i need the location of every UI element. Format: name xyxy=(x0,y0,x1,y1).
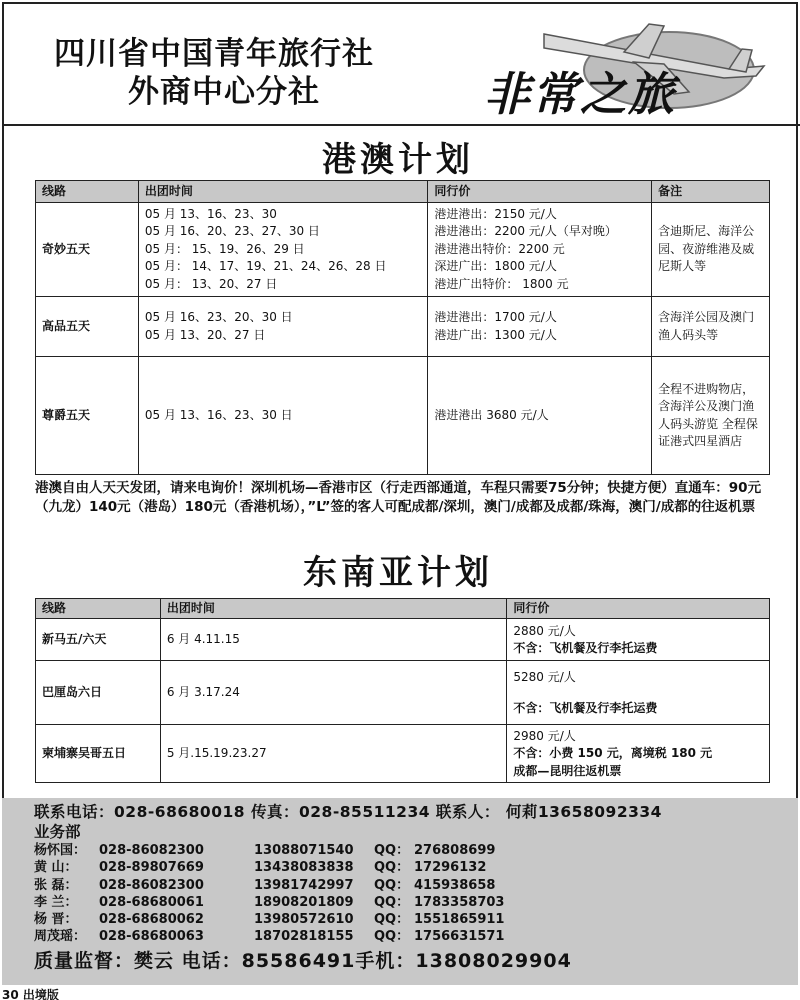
contact-person xyxy=(34,894,798,911)
price-cell xyxy=(507,661,770,725)
table-row xyxy=(36,203,770,297)
route-cell: 巴厘岛六日 xyxy=(36,661,161,725)
person-tel: 028-68680063 xyxy=(99,929,204,945)
price-line: 港进港出特价：2200 元 xyxy=(434,241,565,256)
person-mobile: 13438083838 xyxy=(254,860,354,876)
person-mobile: 13980572610 xyxy=(254,912,354,928)
price-line: 港进广出：1300 元/人 xyxy=(434,327,557,342)
person-qq: 17296132 xyxy=(414,860,487,876)
contact-panel xyxy=(2,798,798,985)
qq-label: QQ： xyxy=(374,877,410,893)
price-cell xyxy=(428,203,652,297)
slogan: 非常之旅 xyxy=(484,67,676,121)
page-footer-label: 30 出境版 xyxy=(2,988,59,1000)
person-qq: 1756631571 xyxy=(414,929,505,945)
qq-label: QQ： xyxy=(374,843,410,858)
col-header-price: 同行价 xyxy=(507,599,770,619)
col-header-route: 线路 xyxy=(36,599,161,619)
qq-label: QQ： xyxy=(374,912,410,928)
route-cell: 尊爵五天 xyxy=(36,357,139,475)
person-name: 杨 晋： xyxy=(34,912,78,928)
price-line: 港进港出：2200 元/人（早对晚） xyxy=(434,224,617,239)
qq-label: QQ： xyxy=(374,929,410,945)
person-qq: 276808699 xyxy=(414,843,496,858)
table-row xyxy=(36,297,770,357)
person-tel: 028-86082300 xyxy=(99,843,204,858)
date-line: 05 月 13、16、23、30 xyxy=(144,207,277,222)
table-header-row xyxy=(36,599,770,619)
hk-macau-notice: 港澳自由人天天发团，请来电询价！深圳机场—香港市区（行走西部通道，车程只需要75分钟；快捷方便）直通车：90元（九龙）140元（港岛）180元（香港机场），”L”签的客人可配成都/深圳，澳门/成都及成都/珠海，澳门/成都的往返机票 xyxy=(35,480,762,515)
price-line: 2980 元/人 xyxy=(513,728,576,743)
southeast-asia-title: 东南亚计划 xyxy=(303,553,493,593)
qq-label: QQ： xyxy=(374,894,410,910)
col-header-route: 线路 xyxy=(36,181,139,203)
contact-person xyxy=(34,928,798,945)
person-name: 杨怀国： xyxy=(34,843,87,858)
person-mobile: 18702818155 xyxy=(254,929,354,945)
table-row xyxy=(36,725,770,783)
person-qq: 415938658 xyxy=(414,877,496,893)
person-tel: 028-89807669 xyxy=(99,860,204,876)
contact-person xyxy=(34,859,798,876)
person-tel: 028-68680062 xyxy=(99,912,204,928)
person-qq: 1551865911 xyxy=(414,912,505,928)
contact-person xyxy=(34,877,798,894)
person-tel: 028-86082300 xyxy=(99,877,204,893)
person-qq: 1783358703 xyxy=(414,894,505,910)
dept-label: 业务部 xyxy=(34,823,81,841)
person-mobile: 18908201809 xyxy=(254,894,354,910)
price-cell xyxy=(507,619,770,661)
dates-cell: 5 月.15.19.23.27 xyxy=(160,725,507,783)
price-line: 不含：飞机餐及行李托运费 xyxy=(513,700,658,715)
person-tel: 028-68680061 xyxy=(99,894,204,910)
person-name: 黄 山： xyxy=(34,860,78,876)
contact-person xyxy=(34,911,798,928)
table-row xyxy=(36,661,770,725)
contact-main-line: 联系电话：028-68680018 传真：028-85511234 联系人： 何莉13658092334 xyxy=(34,803,662,821)
date-line: 05 月： 13、20、27 日 xyxy=(144,276,278,291)
price-line: 港进港出：2150 元/人 xyxy=(434,207,557,222)
southeast-asia-table xyxy=(35,598,770,783)
price-line: 深进广出：1800 元/人 xyxy=(434,259,557,274)
price-line: 成都—昆明往返机票 xyxy=(513,763,622,778)
price-line: 2880 元/人 xyxy=(513,623,576,638)
route-cell: 新马五/六天 xyxy=(36,619,161,661)
company-name-line2: 外商中心分社 xyxy=(128,74,320,110)
route-cell: 高品五天 xyxy=(36,297,139,357)
company-name-line1: 四川省中国青年旅行社 xyxy=(54,36,374,72)
dates-cell: 6 月 3.17.24 xyxy=(160,661,507,725)
notes-cell: 含海洋公园及澳门渔人码头等 xyxy=(652,297,770,357)
price-cell xyxy=(428,297,652,357)
quality-supervision-line: 质量监督：樊云 电话：85586491手机：13808029904 xyxy=(34,949,572,972)
qq-label: QQ： xyxy=(374,860,410,876)
dates-cell xyxy=(138,203,428,297)
table-row xyxy=(36,619,770,661)
col-header-dates: 出团时间 xyxy=(138,181,428,203)
table-header-row xyxy=(36,181,770,203)
price-line: 港进广出特价： 1800 元 xyxy=(434,276,569,291)
price-line: 不含：飞机餐及行李托运费 xyxy=(513,640,658,655)
date-line: 05 月 16、23、20、30 日 xyxy=(144,310,293,325)
hk-macau-title: 港澳计划 xyxy=(322,140,474,180)
header xyxy=(4,4,800,126)
person-mobile: 13981742997 xyxy=(254,877,354,893)
date-line: 05 月： 15、19、26、29 日 xyxy=(144,241,305,256)
person-mobile: 13088071540 xyxy=(254,843,354,858)
person-name: 周茂瑶： xyxy=(34,929,87,945)
date-line: 05 月 16、20、23、27、30 日 xyxy=(144,224,320,239)
contact-person xyxy=(34,842,798,859)
price-line: 不含：小费 150 元，离境税 180 元 xyxy=(513,746,713,761)
route-cell: 柬埔寨吴哥五日 xyxy=(36,725,161,783)
person-name: 张 磊： xyxy=(34,877,78,893)
col-header-price: 同行价 xyxy=(428,181,652,203)
price-line: 港进港出：1700 元/人 xyxy=(434,310,557,325)
date-line: 05 月 13、20、27 日 xyxy=(144,327,266,342)
route-cell: 奇妙五天 xyxy=(36,203,139,297)
notes-cell: 全程不进购物店，含海洋公及澳门渔人码头游览 全程保证港式四星酒店 xyxy=(652,357,770,475)
notes-cell: 含迪斯尼、海洋公园、夜游维港及威尼斯人等 xyxy=(652,203,770,297)
price-cell: 港进港出 3680 元/人 xyxy=(428,357,652,475)
date-line: 05 月： 14、17、19、21、24、26、28 日 xyxy=(144,259,387,274)
dates-cell xyxy=(138,297,428,357)
price-cell xyxy=(507,725,770,783)
person-name: 李 兰： xyxy=(34,894,78,910)
price-line: 5280 元/人 xyxy=(513,669,576,684)
dates-cell: 05 月 13、16、23、30 日 xyxy=(138,357,428,475)
hk-macau-table xyxy=(35,180,770,475)
col-header-notes: 备注 xyxy=(652,181,770,203)
col-header-dates: 出团时间 xyxy=(160,599,507,619)
dates-cell: 6 月 4.11.15 xyxy=(160,619,507,661)
table-row xyxy=(36,357,770,475)
